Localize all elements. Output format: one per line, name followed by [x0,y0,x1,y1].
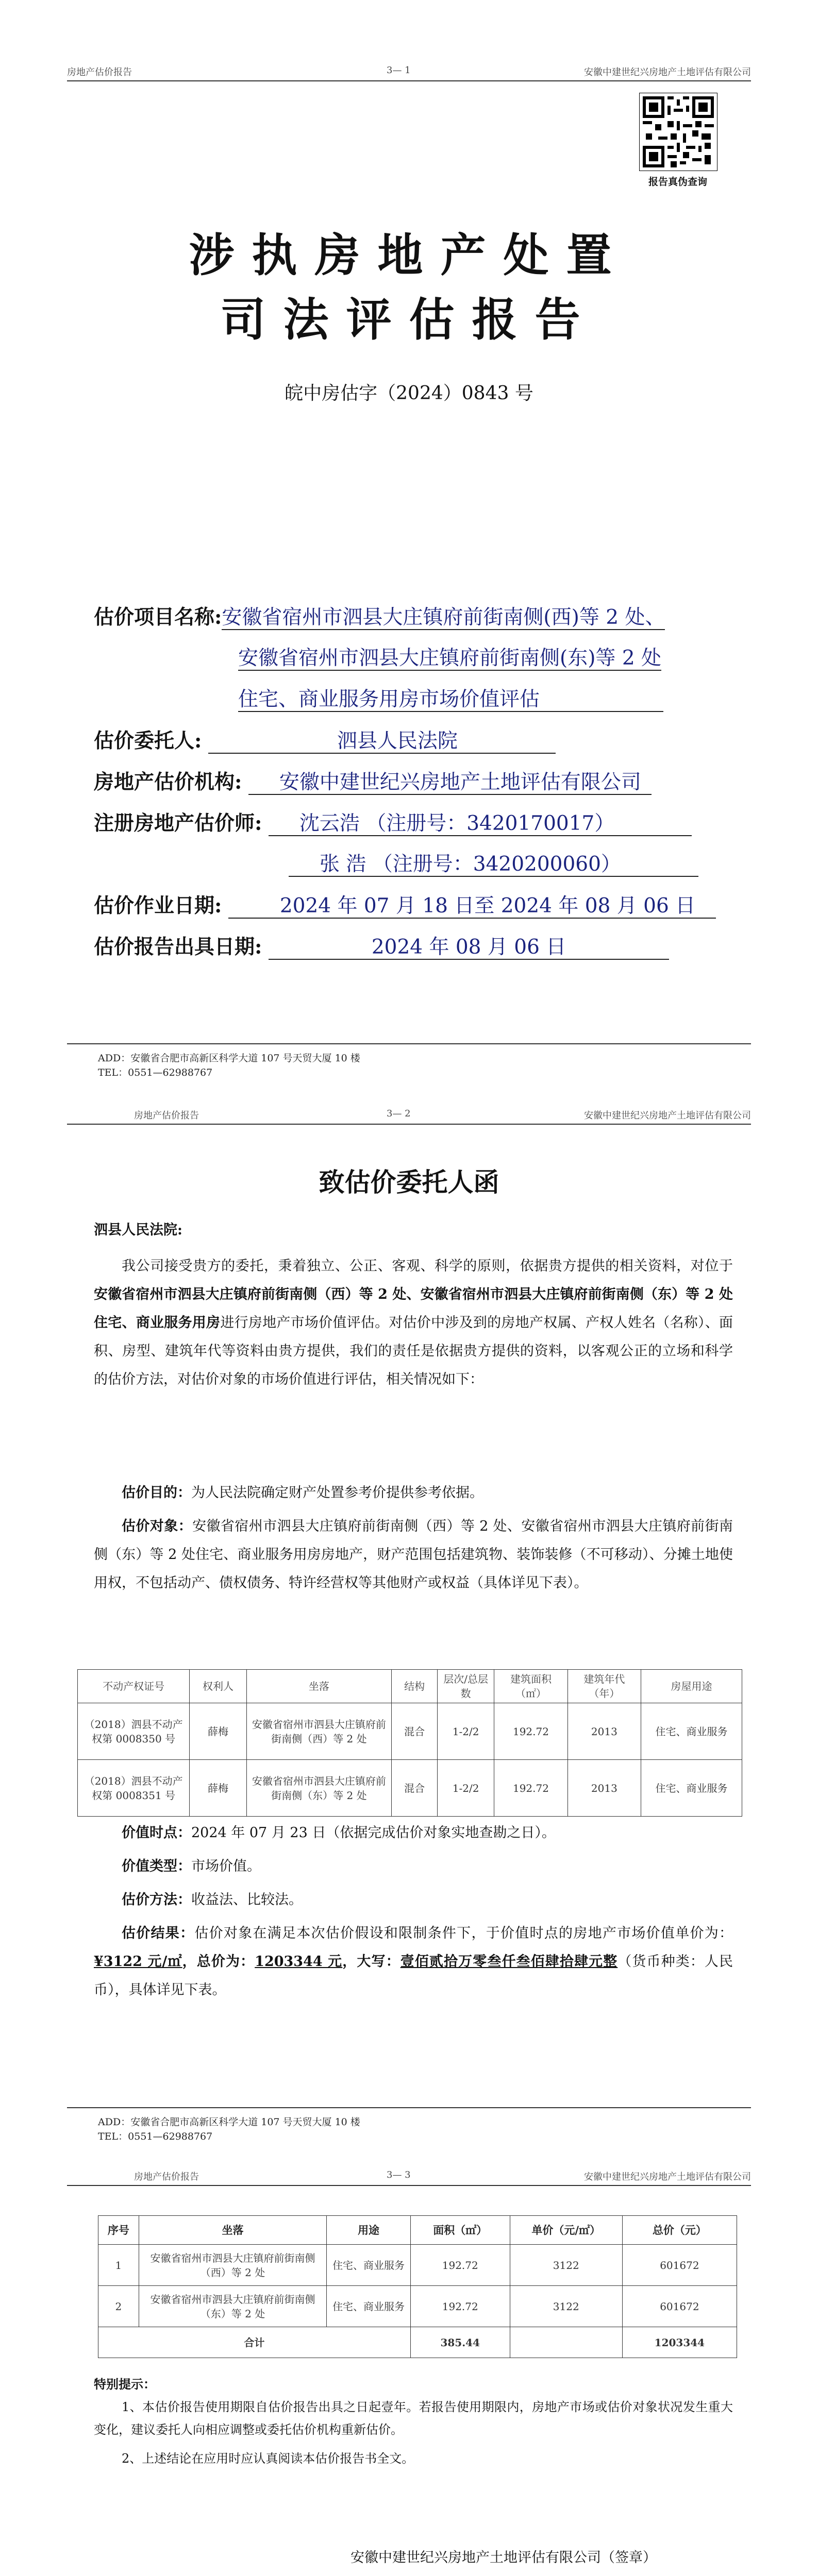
appraiser-label: 注册房地产估价师: [94,811,262,835]
agency-label: 房地产估价机构: [94,770,242,794]
document-number: 皖中房估字（2024）0843 号 [285,383,533,404]
col-header: 结构 [392,1670,438,1703]
col-header: 总价（元） [622,2216,737,2245]
footer-tel: TEL：0551—62988767 [98,1067,213,1078]
result-amount-words: 壹佰贰拾万零叁仟叁佰肆拾肆元整 [400,1954,618,1970]
issue-date-row [94,933,669,962]
footer-divider [67,2107,751,2108]
table-total-row: 合计 385.44 1203344 [98,2327,737,2358]
table-row: （2018）泗县不动产权第 0008351 号 薛梅 安徽省宿州市泗县大庄镇府前街南侧（东）等 2 处 混合 1-2/2 192.72 2013 住宅、商业服务 [78,1760,742,1817]
qr-caption: 报告真伪查询 [648,176,707,188]
page-footer [98,2115,727,2144]
work-date-label: 估价作业日期: [94,894,222,918]
page-footer [98,1051,727,1080]
header-left: 房地产估价报告 [134,1110,199,1121]
col-header: 层次/总层数 [438,1670,494,1703]
issue-date-value: 2024 年 08 月 06 日 [269,936,670,960]
method-paragraph: 估价方法：收益法、比较法。 [122,1892,303,1908]
result-total-price: 1203344 元 [255,1954,343,1970]
col-header: 坐落 [246,1670,392,1703]
header-right: 安徽中建世纪兴房地产土地评估有限公司 [584,1110,751,1121]
col-header: 序号 [98,2216,139,2245]
agency-value: 安徽中建世纪兴房地产土地评估有限公司 [248,771,652,795]
header-page-number: 3— 2 [387,1108,411,1119]
col-header: 单价（元/㎡） [510,2216,622,2245]
table-row: 1 安徽省宿州市泗县大庄镇府前街南侧（西）等 2 处 住宅、商业服务 192.72 3122 601672 [98,2245,737,2286]
col-header: 权利人 [190,1670,246,1703]
col-header: 坐落 [139,2216,327,2245]
object-paragraph: 估价对象：安徽省宿州市泗县大庄镇府前街南侧（西）等 2 处、安徽省宿州市泗县大庄镇府前街南侧（东）等 2 处住宅、商业服务用房房地产，财产范围包括建筑物、装饰装修（不可移动）、分摊土地使用权，不包括动产、债权债务、特许经营权等其他财产或权益（具体详见下表）。 [94,1518,733,1591]
work-date-value: 2024 年 07 月 18 日至 2024 年 08 月 06 日 [228,894,716,919]
appraiser-row [94,809,692,838]
work-date-row [94,891,716,921]
table-header-row [98,2216,737,2245]
col-header: 用途 [327,2216,410,2245]
note-2: 2、上述结论在应用时应认真阅读本估价报告书全文。 [122,2451,414,2466]
signature-legal-rep [577,2573,661,2576]
page-1 [0,0,818,1097]
page-2 [0,1097,818,2159]
valuation-result-table [98,2215,737,2358]
report-title-line-1: 涉执房地产处置 [189,228,629,282]
project-label: 估价项目名称: [94,605,222,629]
intro-paragraph: 我公司接受贵方的委托，秉着独立、公正、客观、科学的原则，依据贵方提供的相关资料，对位于安徽省宿州市泗县大庄镇府前街南侧（西）等 2 处、安徽省宿州市泗县大庄镇府前街南侧（东）等 2 处住宅、商业服务用房进行房地产市场价值评估。对估价中涉及到的房地产权属、产权人姓名（名称）、面积、房型、建筑年代等资料由贵方提供，我们的责任是依据贵方提供的资料，以客观公正的立场和科学的估价方法，对估价对象的市场价值进行评估，相关情况如下： [94,1258,733,1387]
result-unit-price: ¥3122 元/㎡ [94,1954,182,1970]
table-row: （2018）泗县不动产权第 0008350 号 薛梅 安徽省宿州市泗县大庄镇府前街南侧（西）等 2 处 混合 1-2/2 192.72 2013 住宅、商业服务 [78,1703,742,1760]
notes-title: 特别提示： [94,2377,156,2392]
result-paragraph: 估价结果：估价对象在满足本次估价假设和限制条件下，于价值时点的房地产市场价值单价为：¥3122 元/㎡，总价为：1203344 元，大写：壹佰贰拾万零叁仟叁佰肆拾肆元整（货币种类：人民币），具体详见下表。 [94,1925,733,1998]
note-1: 1、本估价报告使用期限自估价报告出具之日起壹年。若报告使用期限内，房地产市场或估价对象状况发生重大变化，建议委托人向相应调整或委托估价机构重新估价。 [94,2400,733,2437]
report-title-line-2: 司法评估报告 [220,293,598,346]
header-page-number: 3— 1 [387,65,411,76]
header-page-number: 3— 3 [387,2170,411,2180]
appraiser-2: 张 浩 （注册号：3420200060） [289,853,698,877]
col-header: 面积（㎡） [410,2216,510,2245]
value-type-paragraph: 价值类型：市场价值。 [122,1858,261,1874]
table-row: 2 安徽省宿州市泗县大庄镇府前街南侧（东）等 2 处 住宅、商业服务 192.72 3122 601672 [98,2286,737,2327]
issue-date-label: 估价报告出具日期: [94,935,262,959]
page-header [67,1105,751,1125]
header-right: 安徽中建世纪兴房地产土地评估有限公司 [584,67,751,78]
agency-row [94,768,652,797]
client-value: 泗县人民法院 [208,730,556,754]
col-header: 房屋用途 [641,1670,742,1703]
property-table [77,1669,742,1817]
salutation: 泗县人民法院: [94,1222,182,1238]
letter-heading: 致估价委托人函 [319,1167,499,1197]
col-header: 建筑面积（㎡） [494,1670,567,1703]
appraiser-1: 沈云浩 （注册号：3420170017） [269,812,692,836]
page-header [67,62,751,81]
col-header: 建筑年代（年） [567,1670,641,1703]
qr-code-icon[interactable] [639,93,717,171]
purpose-paragraph: 估价目的：为人民法院确定财产处置参考价提供参考依据。 [122,1485,483,1501]
footer-divider [67,1043,751,1044]
project-name-row [94,603,665,632]
footer-address: ADD：安徽省合肥市高新区科学大道 107 号天贸大厦 10 楼 [98,1053,360,1064]
footer-address: ADD：安徽省合肥市高新区科学大道 107 号天贸大厦 10 楼 [98,2116,360,2128]
value-date-paragraph: 价值时点：2024 年 07 月 23 日（依据完成估价对象实地查勘之日）。 [122,1825,556,1841]
page-3 [0,2159,818,2576]
header-left: 房地产估价报告 [67,67,132,78]
footer-tel: TEL：0551—62988767 [98,2131,213,2142]
header-left: 房地产估价报告 [134,2172,199,2182]
table-header-row [78,1670,742,1703]
signature-company: 安徽中建世纪兴房地产土地评估有限公司（签章） [350,2550,657,2566]
appraiser-2-row [289,850,698,879]
project-value-line-1: 安徽省宿州市泗县大庄镇府前街南侧(西)等 2 处、 [222,606,665,629]
col-header: 不动产权证号 [78,1670,190,1703]
project-value-line-2: 安徽省宿州市泗县大庄镇府前街南侧(东)等 2 处 [238,647,662,670]
project-value-line-3: 住宅、商业服务用房市场价值评估 [238,685,663,714]
client-row [94,726,556,756]
page-header [67,2166,751,2186]
header-right: 安徽中建世纪兴房地产土地评估有限公司 [584,2172,751,2182]
client-label: 估价委托人: [94,729,202,753]
